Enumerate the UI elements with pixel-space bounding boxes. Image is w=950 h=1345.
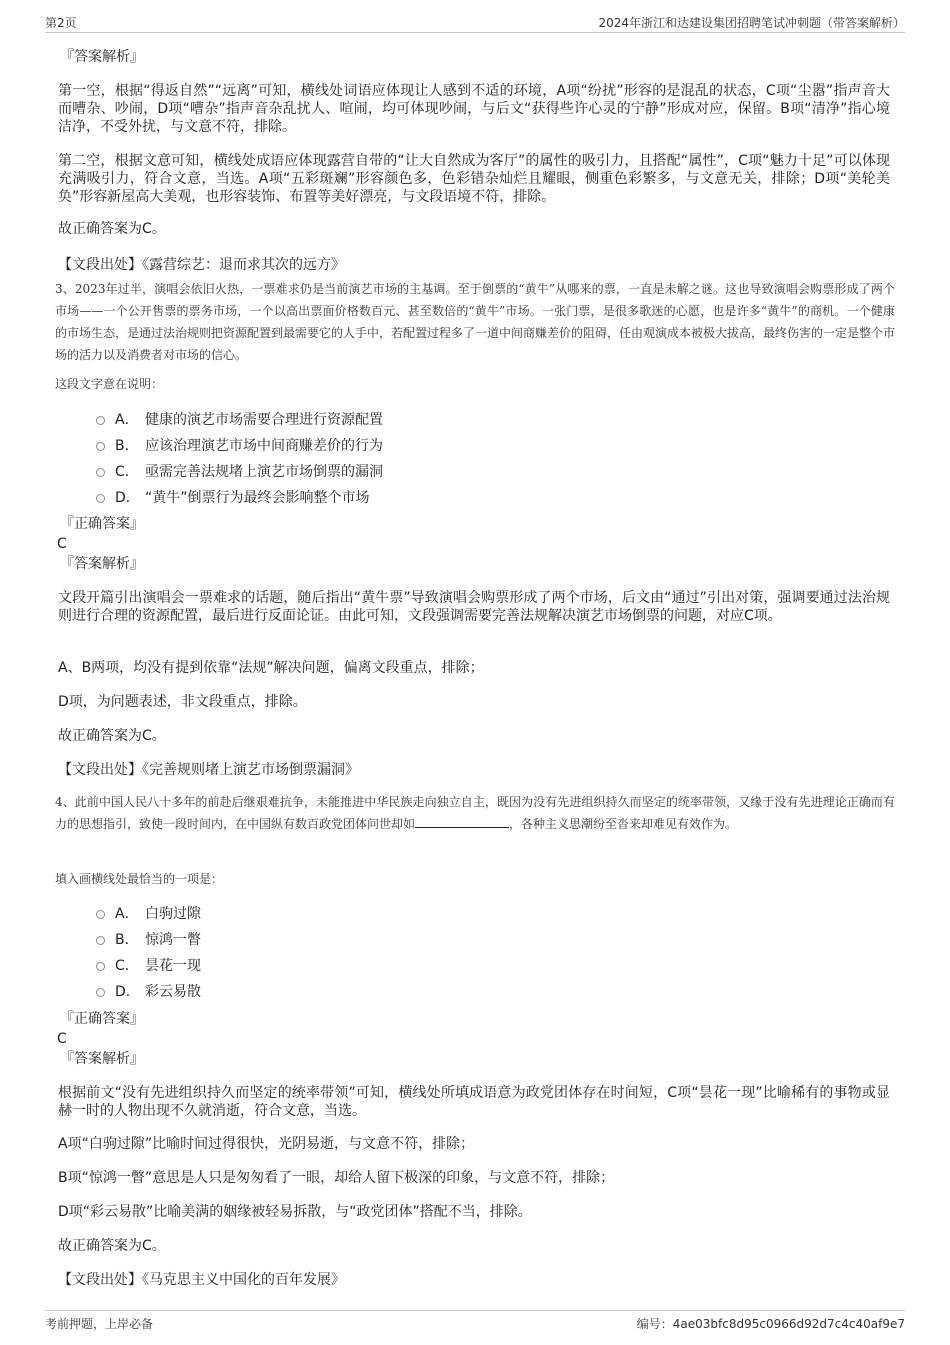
document-title: 2024年浙江和达建设集团招聘笔试冲刺题（带答案解析） [598, 16, 905, 30]
q3-option-c[interactable]: C． 亟需完善法规堵上演艺市场倒票的漏洞 [96, 459, 383, 485]
q3-analysis-label: 『答案解析』 [60, 556, 144, 572]
q2-analysis-label: 『答案解析』 [60, 49, 144, 65]
page-header [45, 14, 905, 33]
radio-icon[interactable] [96, 468, 105, 477]
radio-icon[interactable] [96, 962, 105, 971]
q3-option-d[interactable]: D． “黄牛”倒票行为最终会影响整个市场 [96, 485, 383, 511]
q4-analysis-p1: 根据前文“没有先进组织持久而坚定的统率带领”可知，横线处所填成语意为政党团体存在时间短，C项“昙花一现”比喻稀有的事物或显赫一时的人物出现不久就消逝，符合文意，当选。 [58, 1085, 890, 1119]
q4-source: 【文段出处】《马克思主义中国化的百年发展》 [58, 1272, 345, 1288]
radio-icon[interactable] [96, 936, 105, 945]
q4-option-b[interactable]: B． 惊鸿一瞥 [96, 927, 201, 953]
q4-analysis-p4: D项“彩云易散”比喻美满的姻缘被轻易拆散，与“政党团体”搭配不当，排除。 [58, 1204, 532, 1220]
q4-option-a[interactable]: A． 白驹过隙 [96, 901, 201, 927]
q4-passage: 4、此前中国人民八十多年的前赴后继艰难抗争，未能推进中华民族走向独立自主，既因为没有先进组织持久而坚定的统率带领，又缘于没有先进理论正确而有力的思想指引，致使一段时间内，在中国纵有数百政党团体问世却如 ，各种主义思潮纷至沓来却难见有效作为。 [55, 795, 895, 831]
q4-analysis-p2: A项“白驹过隙”比喻时间过得很快，光阴易逝，与文意不符，排除； [58, 1136, 475, 1152]
q3-stem: 这段文字意在说明： [55, 377, 164, 391]
answer-blank [415, 815, 509, 828]
q4-stem: 填入画横线处最恰当的一项是： [55, 872, 224, 886]
footer-slogan: 考前押题，上岸必备 [45, 1317, 154, 1331]
radio-icon[interactable] [96, 416, 105, 425]
q2-source: 【文段出处】《露营综艺：退而求其次的远方》 [58, 257, 345, 273]
q3-option-a[interactable]: A． 健康的演艺市场需要合理进行资源配置 [96, 407, 383, 433]
q4-conclusion: 故正确答案为C。 [58, 1238, 166, 1254]
q2-analysis-p1: 第一空，根据“得返自然”“远离”可知，横线处词语应体现让人感到不适的环境，A项“纷扰”形容的是混乱的状态，C项“尘嚣”指声音大而嘈杂、吵闹，D项“嘈杂”指声音杂乱扰人、喧闹，均可体现吵闹，与后文“获得些许心灵的宁静”形成对应，保留。B项“清净”指心境洁净，不受外扰，与文意不符，排除。 [58, 83, 890, 135]
q3-options [96, 407, 383, 511]
q2-analysis-p2: 第二空，根据文意可知，横线处成语应体现露营自带的“让大自然成为客厅”的属性的吸引力，且搭配“属性”，C项“魅力十足”可以体现充满吸引力，符合文意，当选。A项“五彩斑斓”形容颜色多，色彩错杂灿烂且耀眼，侧重色彩繁多，与文意无关，排除；D项“美轮美奂”形容新屋高大美观，也形容装饰、布置等美好漂亮，与文段语境不符，排除。 [58, 153, 890, 205]
q4-option-c[interactable]: C． 昙花一现 [96, 953, 201, 979]
q2-conclusion: 故正确答案为C。 [58, 221, 166, 237]
q3-option-b[interactable]: B． 应该治理演艺市场中间商赚差价的行为 [96, 433, 383, 459]
q4-option-d[interactable]: D． 彩云易散 [96, 979, 201, 1005]
q3-source: 【文段出处】《完善规则堵上演艺市场倒票漏洞》 [58, 762, 359, 778]
q3-analysis-p2: A、B两项，均没有提到依靠“法规”解决问题，偏离文段重点，排除； [58, 660, 484, 676]
q4-correct-label: 『正确答案』 [60, 1011, 144, 1027]
radio-icon[interactable] [96, 494, 105, 503]
q4-options [96, 901, 201, 1005]
q4-correct-answer: C [57, 1031, 67, 1047]
q3-correct-label: 『正确答案』 [60, 516, 144, 532]
q3-analysis-p1: 文段开篇引出演唱会一票难求的话题，随后指出“黄牛票”导致演唱会购票形成了两个市场，后文由“通过”引出对策，强调要通过法治规则进行合理的资源配置，最后进行反面论证。由此可知，文段强调需要完善法规解决演艺市场倒票的问题，对应C项。 [58, 590, 890, 624]
page-footer [45, 1310, 905, 1331]
q3-correct-answer: C [57, 536, 67, 552]
document-id: 编号：4ae03bfc8d95c0966d92d7c4c40af9e7 [636, 1317, 905, 1331]
page-number: 第2页 [45, 16, 77, 30]
q3-passage: 3、2023年过半，演唱会依旧火热，一票难求仍是当前演艺市场的主基调。至于倒票的“黄牛”从哪来的票，一直是未解之谜。这也导致演唱会购票形成了两个市场——一个公开售票的票务市场，一个以高出票面价格数百元、甚至数倍的“黄牛”市场。一张门票，是很多歌迷的心愿，也是许多“黄牛”的商机。一个健康的市场生态，是通过法治规则把资源配置到最需要它的人手中，若配置过程多了一道中间商赚差价的阻碍，任由观演成本被极大拔高，最终伤害的一定是整个市场的活力以及消费者对市场的信心。 [55, 282, 896, 362]
q3-analysis-p3: D项，为问题表述，非文段重点，排除。 [58, 694, 307, 710]
q3-conclusion: 故正确答案为C。 [58, 728, 166, 744]
q4-analysis-label: 『答案解析』 [60, 1051, 144, 1067]
radio-icon[interactable] [96, 910, 105, 919]
radio-icon[interactable] [96, 442, 105, 451]
radio-icon[interactable] [96, 988, 105, 997]
q4-analysis-p3: B项“惊鸿一瞥”意思是人只是匆匆看了一眼，却给人留下极深的印象，与文意不符，排除； [58, 1170, 615, 1186]
